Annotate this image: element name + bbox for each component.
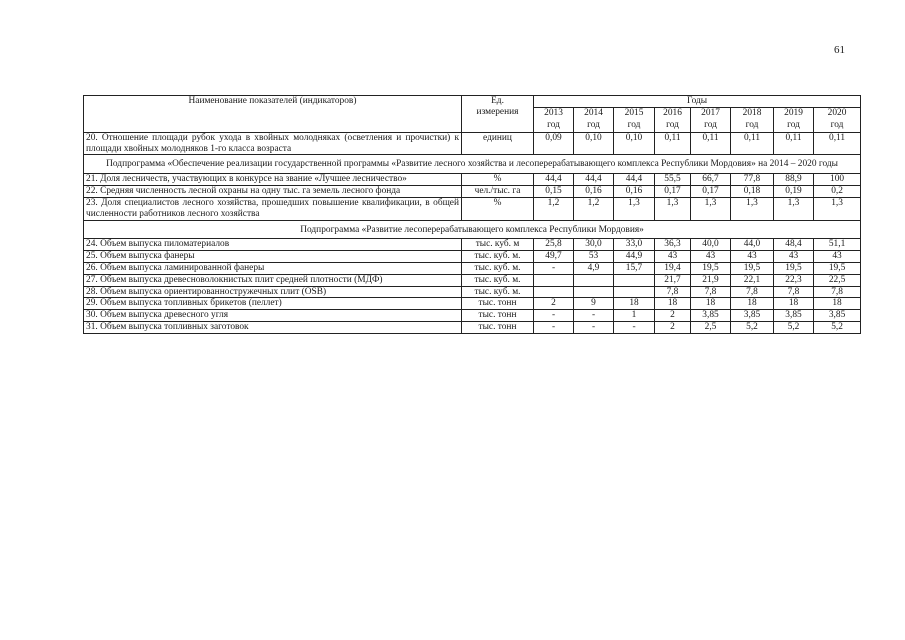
table-row — [84, 322, 861, 334]
indicator-value: 0,11 — [655, 132, 691, 155]
indicator-value: 4,9 — [574, 262, 614, 274]
indicator-name: 26. Объем выпуска ламинированной фанеры — [84, 262, 462, 274]
indicator-name: 25. Объем выпуска фанеры — [84, 251, 462, 263]
indicator-name: 30. Объем выпуска древесного угля — [84, 310, 462, 322]
indicator-value: 49,7 — [534, 251, 574, 263]
indicator-name: 27. Объем выпуска древесноволокнистых плит средней плотности (МДФ) — [84, 274, 462, 286]
indicator-unit: тыс. куб. м — [462, 239, 534, 251]
indicator-value: 3,85 — [814, 310, 861, 322]
indicator-unit: % — [462, 197, 534, 220]
indicator-value: 18 — [614, 298, 655, 310]
indicator-value: 88,9 — [774, 174, 814, 186]
indicator-value: 25,8 — [534, 239, 574, 251]
indicator-value: 44,9 — [614, 251, 655, 263]
indicator-value: 30,0 — [574, 239, 614, 251]
indicator-value: 44,4 — [574, 174, 614, 186]
indicator-value: 0,16 — [574, 186, 614, 198]
indicator-unit: тыс. куб. м. — [462, 274, 534, 286]
header-year-2015: 2015 — [614, 107, 655, 120]
header-year-suffix: год — [534, 120, 574, 133]
header-year-2018: 2018 — [731, 107, 774, 120]
indicator-value: 7,8 — [655, 286, 691, 298]
indicator-value: 7,8 — [774, 286, 814, 298]
indicator-value: 0,11 — [774, 132, 814, 155]
indicator-value: 7,8 — [731, 286, 774, 298]
indicator-value: 21,9 — [691, 274, 731, 286]
header-year-suffix: год — [574, 120, 614, 133]
indicator-value: 19,5 — [814, 262, 861, 274]
indicator-value: 3,85 — [731, 310, 774, 322]
indicator-value: 18 — [731, 298, 774, 310]
table-row — [84, 197, 861, 220]
indicator-value: 3,85 — [691, 310, 731, 322]
indicator-value — [614, 286, 655, 298]
table-row — [84, 274, 861, 286]
indicator-value: 1,3 — [814, 197, 861, 220]
indicator-unit: тыс. тонн — [462, 322, 534, 334]
indicator-value: 2,5 — [691, 322, 731, 334]
indicator-value — [574, 286, 614, 298]
page-number: 61 — [834, 44, 845, 56]
indicator-value: 1,3 — [614, 197, 655, 220]
header-year-2016: 2016 — [655, 107, 691, 120]
indicator-value: 19,5 — [731, 262, 774, 274]
indicator-value: 3,85 — [774, 310, 814, 322]
indicator-name: 29. Объем выпуска топливных брикетов (пеллет) — [84, 298, 462, 310]
indicator-value: 0,11 — [731, 132, 774, 155]
indicator-value: 0,17 — [655, 186, 691, 198]
header-unit-line2: измерения — [476, 106, 519, 117]
header-year-suffix: год — [731, 120, 774, 133]
table-row — [84, 310, 861, 322]
indicator-value: - — [574, 310, 614, 322]
subprogram-1-title: Подпрограмма «Обеспечение реализации государственной программы «Развитие лесного хозяйства и лесоперерабатывающего комплекса Республики Мордовия» на 2014 – 2020 годы — [84, 155, 861, 174]
indicator-value: - — [574, 322, 614, 334]
indicator-value: 0,19 — [774, 186, 814, 198]
subprogram-2-row — [84, 220, 861, 239]
indicator-value: 0,09 — [534, 132, 574, 155]
indicator-value: 21,7 — [655, 274, 691, 286]
indicator-value: 1,2 — [574, 197, 614, 220]
indicator-unit: тыс. куб. м. — [462, 286, 534, 298]
indicator-value: 19,5 — [691, 262, 731, 274]
header-year-suffix: год — [814, 120, 861, 133]
indicator-value — [614, 274, 655, 286]
indicator-value: 53 — [574, 251, 614, 263]
indicator-value: 15,7 — [614, 262, 655, 274]
indicator-name: 21. Доля лесничеств, участвующих в конкурсе на звание «Лучшее лесничество» — [84, 174, 462, 186]
indicator-value: 9 — [574, 298, 614, 310]
indicator-value: 33,0 — [614, 239, 655, 251]
indicator-name: 28. Объем выпуска ориентированностружечных плит (OSB) — [84, 286, 462, 298]
table-row — [84, 251, 861, 263]
indicator-value: 0,11 — [814, 132, 861, 155]
indicator-value: 51,1 — [814, 239, 861, 251]
table-row — [84, 186, 861, 198]
subprogram-2-title: Подпрограмма «Развитие лесоперерабатывающего комплекса Республики Мордовия» — [84, 220, 861, 239]
indicator-value: 5,2 — [731, 322, 774, 334]
indicator-value: 40,0 — [691, 239, 731, 251]
indicator-value: 0,18 — [731, 186, 774, 198]
indicator-unit: % — [462, 174, 534, 186]
indicator-value: 18 — [655, 298, 691, 310]
indicator-value: - — [614, 322, 655, 334]
header-year-suffix: год — [655, 120, 691, 133]
indicator-value: 55,5 — [655, 174, 691, 186]
table-row — [84, 298, 861, 310]
header-year-suffix: год — [614, 120, 655, 133]
header-unit-cell — [462, 96, 534, 133]
indicator-unit: единиц — [462, 132, 534, 155]
indicator-value: 5,2 — [814, 322, 861, 334]
indicator-value: 2 — [655, 322, 691, 334]
indicator-value: 1 — [614, 310, 655, 322]
indicator-value: 1,3 — [731, 197, 774, 220]
indicator-value: 7,8 — [814, 286, 861, 298]
header-year-2020: 2020 — [814, 107, 861, 120]
table-row — [84, 262, 861, 274]
indicator-value: 1,3 — [691, 197, 731, 220]
header-unit-line1: Ед. — [491, 96, 504, 106]
indicator-value: 43 — [655, 251, 691, 263]
indicator-value: 44,4 — [614, 174, 655, 186]
indicator-name: 24. Объем выпуска пиломатериалов — [84, 239, 462, 251]
indicator-value: 19,5 — [774, 262, 814, 274]
table-row — [84, 286, 861, 298]
indicator-value: 43 — [774, 251, 814, 263]
indicator-value: 2 — [534, 298, 574, 310]
indicator-value: 22,5 — [814, 274, 861, 286]
table-body — [84, 96, 861, 334]
indicator-value: 0,17 — [691, 186, 731, 198]
indicator-value: 19,4 — [655, 262, 691, 274]
indicator-value: 0,10 — [614, 132, 655, 155]
indicator-value: 43 — [814, 251, 861, 263]
table-row — [84, 239, 861, 251]
table-row — [84, 174, 861, 186]
indicator-value: 43 — [731, 251, 774, 263]
header-years-title: Годы — [534, 96, 861, 108]
indicators-table — [83, 95, 861, 334]
indicator-value: 0,11 — [691, 132, 731, 155]
indicator-value: 0,10 — [574, 132, 614, 155]
indicator-value: 77,8 — [731, 174, 774, 186]
header-year-suffix: год — [774, 120, 814, 133]
indicator-value: 1,3 — [774, 197, 814, 220]
indicator-value: 22,3 — [774, 274, 814, 286]
header-year-2014: 2014 — [574, 107, 614, 120]
indicator-value — [534, 274, 574, 286]
indicator-value: 1,3 — [655, 197, 691, 220]
indicator-value — [534, 286, 574, 298]
indicator-name: 31. Объем выпуска топливных заготовок — [84, 322, 462, 334]
indicator-value: 44,0 — [731, 239, 774, 251]
header-year-suffix: год — [691, 120, 731, 133]
indicator-unit: чел./тыс. га — [462, 186, 534, 198]
indicator-value: 18 — [814, 298, 861, 310]
indicator-unit: тыс. куб. м. — [462, 251, 534, 263]
indicator-value: 18 — [774, 298, 814, 310]
indicator-value: 5,2 — [774, 322, 814, 334]
indicator-value: 0,2 — [814, 186, 861, 198]
header-year-2017: 2017 — [691, 107, 731, 120]
indicator-name: 22. Средняя численность лесной охраны на одну тыс. га земель лесного фонда — [84, 186, 462, 198]
indicator-value: 0,15 — [534, 186, 574, 198]
indicator-value: 7,8 — [691, 286, 731, 298]
indicator-value: 44,4 — [534, 174, 574, 186]
indicator-name: 20. Отношение площади рубок ухода в хвойных молодняках (осветления и прочистки) к площади хвойных молодняков 1-го класса возраста — [84, 132, 462, 155]
indicator-value: 18 — [691, 298, 731, 310]
indicator-value: 1,2 — [534, 197, 574, 220]
indicator-name: 23. Доля специалистов лесного хозяйства, прошедших повышение квалификации, в общей численности работников лесного хозяйства — [84, 197, 462, 220]
indicator-value: 43 — [691, 251, 731, 263]
indicator-value: 100 — [814, 174, 861, 186]
indicator-value: 22,1 — [731, 274, 774, 286]
indicator-value — [574, 274, 614, 286]
indicator-value: 0,16 — [614, 186, 655, 198]
header-year-2019: 2019 — [774, 107, 814, 120]
subprogram-1-row — [84, 155, 861, 174]
indicator-value: 36,3 — [655, 239, 691, 251]
indicator-unit: тыс. тонн — [462, 298, 534, 310]
indicator-unit: тыс. куб. м. — [462, 262, 534, 274]
header-name-cell: Наименование показателей (индикаторов) — [84, 96, 462, 133]
indicator-value: 48,4 — [774, 239, 814, 251]
table-row — [84, 132, 861, 155]
indicator-value: - — [534, 322, 574, 334]
indicator-value: 2 — [655, 310, 691, 322]
header-year-2013: 2013 — [534, 107, 574, 120]
header-row — [84, 96, 861, 108]
indicator-value: 66,7 — [691, 174, 731, 186]
indicator-unit: тыс. тонн — [462, 310, 534, 322]
indicator-value: - — [534, 310, 574, 322]
indicator-value: - — [534, 262, 574, 274]
